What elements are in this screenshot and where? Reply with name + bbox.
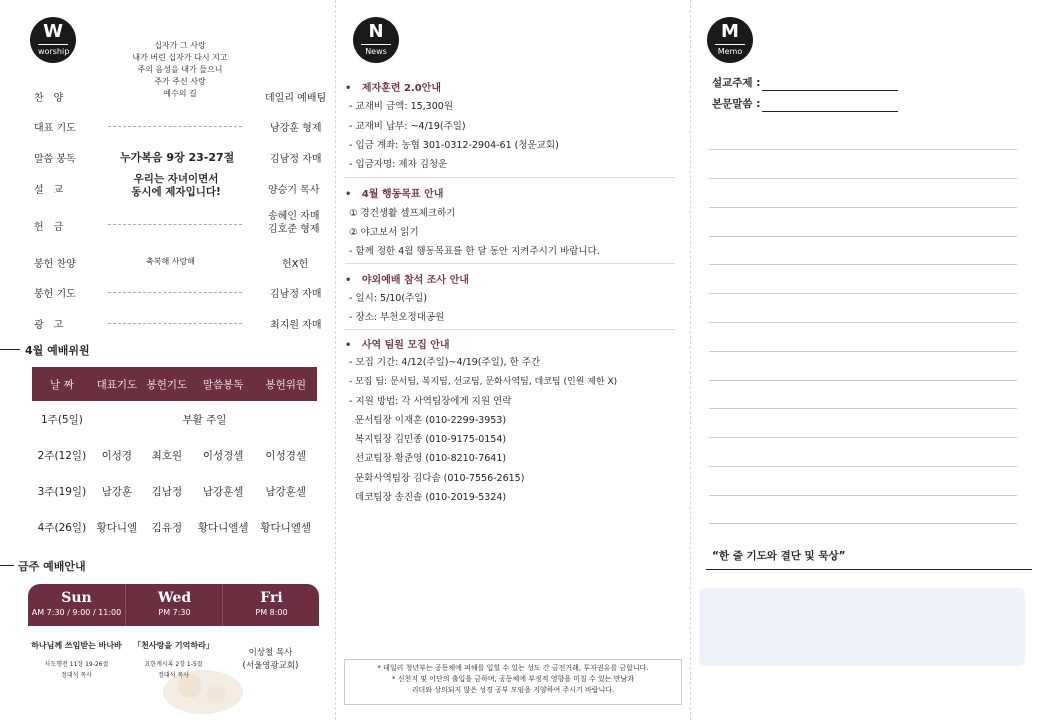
service-day: Wed xyxy=(157,590,192,606)
news-badge-icon: N News xyxy=(353,17,399,63)
memo-line xyxy=(709,351,1017,352)
column-header: 대표기도 xyxy=(92,367,142,401)
news-section-title: • 4월 행동목표 안내 xyxy=(345,189,444,200)
memo-line xyxy=(709,322,1017,323)
news-item: - 일시: 5/10(주일) xyxy=(349,293,428,304)
table-cell: 3주(19일) xyxy=(37,485,87,498)
memo-line xyxy=(709,293,1017,294)
table-cell: 최호원 xyxy=(151,449,183,462)
service-ref: (서울영광교회) xyxy=(242,661,299,671)
news-section-title: • 야외예배 참석 조사 안내 xyxy=(345,275,469,286)
table-cell: 이성경 xyxy=(101,449,133,462)
schedule-title: 4월 예배위원 xyxy=(25,344,90,357)
prayer-rule xyxy=(706,569,1032,570)
table-cell: 이성경셀 xyxy=(202,449,244,462)
service-title: 하나님께 쓰임받는 바나바 xyxy=(31,641,122,650)
memo-line xyxy=(709,495,1017,496)
order-person: 양승기 목사 xyxy=(268,185,320,196)
column-header: 날 짜 xyxy=(32,367,92,401)
order-label: 헌 금 xyxy=(34,222,64,233)
order-label: 대표 기도 xyxy=(34,123,76,134)
order-value: 축복해 사랑해 xyxy=(146,257,195,266)
order-person: 송혜인 자매 김호준 형제 xyxy=(268,211,320,235)
notice-line: 리더와 상의되지 않은 성경 공부 모임을 지양하여 주시기 바랍니다. xyxy=(411,686,615,694)
table-cell: 1주(5일) xyxy=(41,413,83,426)
news-item: - 모집 팀: 문서팀, 복지팀, 선교팀, 문화사역팀, 데코팀 (인원 제한 X) xyxy=(349,377,618,387)
memo-line xyxy=(709,149,1017,150)
services-card xyxy=(28,584,319,720)
blank-line xyxy=(108,323,242,324)
memo-line xyxy=(709,207,1017,208)
news-separator xyxy=(345,263,675,264)
service-info xyxy=(28,626,125,720)
order-label: 봉헌 기도 xyxy=(34,289,76,300)
section-rule xyxy=(0,565,14,566)
blank-line xyxy=(108,126,242,127)
verse-field[interactable] xyxy=(762,111,898,112)
blank-line xyxy=(108,292,242,293)
worship-poem xyxy=(110,40,250,100)
table-row xyxy=(32,401,317,437)
news-item: - 모집 기간: 4/12(주일)~4/19(주일), 한 주간 xyxy=(349,357,541,368)
column-divider xyxy=(335,0,336,720)
table-cell: 김남정 xyxy=(151,485,183,498)
service-ref: 요한계시록 2장 1-5절 xyxy=(144,661,203,668)
service-speaker: 정대석 목사 xyxy=(158,672,189,679)
news-section-title: • 제자훈련 2.0안내 xyxy=(345,83,441,94)
service-info xyxy=(222,626,319,720)
service-day-fri xyxy=(222,584,319,626)
news-item: - 지원 방법: 각 사역팀장에게 지원 연락 xyxy=(349,396,512,407)
table-cell: 남강훈 xyxy=(101,485,133,498)
service-info xyxy=(125,626,222,720)
table-cell: 4주(26일) xyxy=(37,521,87,534)
news-item: ② 야고보서 읽기 xyxy=(349,227,419,238)
news-item: ① 경건생활 셀프체크하기 xyxy=(349,208,456,219)
order-label: 설 교 xyxy=(34,185,64,196)
table-header-row xyxy=(32,367,317,401)
topic-field[interactable] xyxy=(762,90,898,91)
column-header: 말씀봉독 xyxy=(192,367,255,401)
news-section-label: 4월 행동목표 안내 xyxy=(361,189,444,200)
service-time: PM 7:30 xyxy=(158,608,191,617)
news-item: 문화사역팀장 김다솜 (010-7556-2615) xyxy=(349,473,525,484)
table-cell: 황다니엘셀 xyxy=(197,521,249,534)
news-item: - 입금자명: 제자 김청운 xyxy=(349,159,448,170)
table-cell: 남강훈셀 xyxy=(265,485,306,498)
service-title: 이상철 목사 xyxy=(248,648,293,658)
service-time: AM 7:30 / 9:00 / 11:00 xyxy=(31,608,122,617)
news-item: 데코팀장 송진솔 (010-2019-5324) xyxy=(349,492,507,503)
table-cell: 2주(12일) xyxy=(37,449,87,462)
service-title: 「천사랑을 기억하라」 xyxy=(133,641,214,650)
column-header: 봉헌기도 xyxy=(142,367,192,401)
memo-line xyxy=(709,523,1017,524)
news-item: - 함께 정한 4월 행동목표를 한 달 동안 지켜주시기 바랍니다. xyxy=(349,246,600,257)
news-item: - 장소: 부천오정대공원 xyxy=(349,312,445,323)
memo-line xyxy=(709,178,1017,179)
order-label: 말씀 봉독 xyxy=(34,154,76,165)
column-header: 봉헌위원 xyxy=(254,367,317,401)
poem-line: 십자가 그 사랑 xyxy=(154,41,206,50)
memo-line xyxy=(709,380,1017,381)
services-title: 금주 예배안내 xyxy=(18,560,86,573)
news-section-label: 제자훈련 2.0안내 xyxy=(361,83,441,94)
table-cell: 부활 주일 xyxy=(182,413,227,426)
memo-line xyxy=(709,437,1017,438)
prayer-title: “한 줄 기도와 결단 및 묵상” xyxy=(712,550,846,562)
news-section-label: 야외예배 참석 조사 안내 xyxy=(361,275,469,286)
table-cell: 남강훈셀 xyxy=(202,485,244,498)
table-row xyxy=(32,473,317,509)
service-time: PM 8:00 xyxy=(255,608,288,617)
service-day: Sun xyxy=(61,590,92,606)
prayer-input-box[interactable] xyxy=(699,588,1025,666)
table-cell: 김유정 xyxy=(151,521,183,534)
column-divider xyxy=(690,0,691,720)
news-item: - 입금 계좌: 농협 301-0312-2904-61 (청운교회) xyxy=(349,140,559,151)
notice-line: * 데일리 청년부는 공동체에 피해를 입힐 수 있는 성도 간 금전거래, 투자권유를 금합니다. xyxy=(377,664,649,672)
poem-line: 예수의 길 xyxy=(163,89,197,98)
service-day: Fri xyxy=(260,590,283,606)
service-ref: 사도행전 11장 19-26절 xyxy=(44,661,109,668)
order-person: 김남정 자매 xyxy=(270,289,322,300)
memo-line xyxy=(709,264,1017,265)
topic-label: 설교주제 : xyxy=(712,77,761,89)
service-day-wed xyxy=(125,584,223,626)
notice-box xyxy=(344,659,682,705)
order-person: 헌X헌 xyxy=(282,259,309,270)
news-separator xyxy=(345,177,675,178)
table-row xyxy=(32,509,317,545)
memo-line xyxy=(709,408,1017,409)
order-person: 최지원 자매 xyxy=(270,320,322,331)
memo-line xyxy=(709,236,1017,237)
poem-line: 주의 음성을 내가 들으니 xyxy=(137,65,223,74)
news-item: 선교팀장 황준영 (010-8210-7641) xyxy=(349,453,507,464)
verse-label: 본문말씀 : xyxy=(712,98,761,110)
service-speaker: 정대석 목사 xyxy=(61,672,92,679)
news-item: - 교재비 금액: 15,300원 xyxy=(349,101,453,112)
news-section-label: 사역 팀원 모집 안내 xyxy=(361,340,450,351)
table-cell: 황다니엘 xyxy=(96,521,138,534)
schedule-table xyxy=(32,367,317,545)
blank-line xyxy=(108,224,242,225)
poem-line: 주가 주신 사랑 xyxy=(154,77,206,86)
news-separator xyxy=(345,329,675,330)
notice-line: * 신천지 및 이단의 출입을 금하며, 공동체에 부정적 영향을 미칠 수 있는 만남과 xyxy=(391,675,635,683)
order-value: 누가복음 9장 23-27절 xyxy=(120,151,235,164)
news-item: 복지팀장 김민종 (010-9175-0154) xyxy=(349,434,507,445)
order-person: 남강훈 형제 xyxy=(270,123,322,134)
section-rule xyxy=(0,349,20,350)
service-day-sun xyxy=(28,584,125,626)
order-person: 김남정 자매 xyxy=(270,154,322,165)
order-person: 데일리 예배팀 xyxy=(265,93,327,104)
order-label: 봉헌 찬양 xyxy=(34,259,76,270)
news-item: 문서팀장 이재훈 (010-2299-3953) xyxy=(349,415,507,426)
table-cell: 이성경셀 xyxy=(265,449,306,462)
news-section-title: • 사역 팀원 모집 안내 xyxy=(345,340,450,351)
worship-badge-icon: W worship xyxy=(30,17,76,63)
order-label: 광 고 xyxy=(34,320,64,331)
sermon-title: 우리는 자녀이면서 동시에 제자입니다! xyxy=(131,173,221,198)
memo-line xyxy=(709,466,1017,467)
table-row xyxy=(32,437,317,473)
memo-badge-icon: M Memo xyxy=(707,17,753,63)
table-cell: 황다니엘셀 xyxy=(260,521,312,534)
poem-line: 내가 버린 십자가 다시 지고 xyxy=(132,53,228,62)
order-label: 찬 양 xyxy=(34,93,64,104)
news-item: - 교재비 납부: ~4/19(주일) xyxy=(349,121,466,132)
